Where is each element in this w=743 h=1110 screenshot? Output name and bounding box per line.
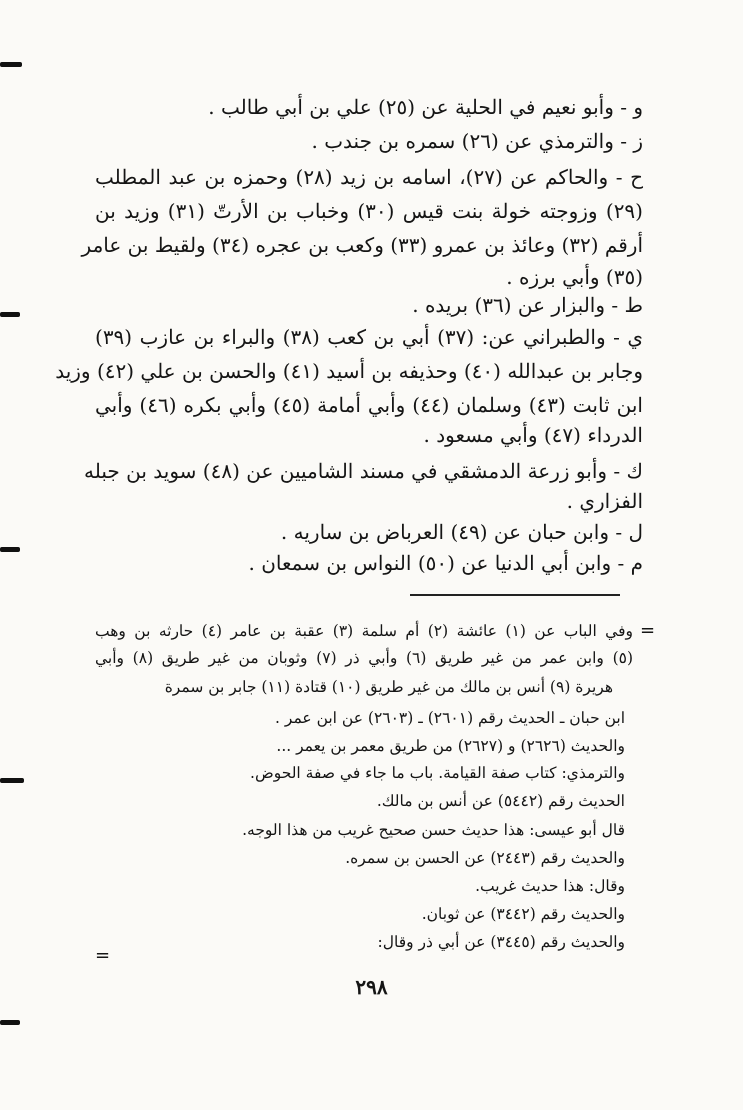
footnote-line-10: وقال: هذا حديث غريب. [475,877,625,895]
main-line-11: الدرداء (٤٧) وأبي مسعود . [423,423,643,447]
margin-mark [0,312,20,317]
footnote-line-6: والترمذي: كتاب صفة القيامة. باب ما جاء في صفة الحوض. [250,764,625,782]
footnote-marker: = [640,620,656,641]
footnote-line-11: والحديث رقم (٣٤٤٢) عن ثوبان. [421,905,625,923]
footnote-line-9: والحديث رقم (٢٤٤٣) عن الحسن بن سمره. [345,849,625,867]
footnote-line-12: والحديث رقم (٣٤٤٥) عن أبي ذر وقال: [377,933,625,951]
page-number: ٢٩٨ [355,975,388,999]
footnote-line-1: وفي الباب عن (١) عائشة (٢) أم سلمة (٣) عقبة بن عامر (٤) حارثه بن وهب [95,622,633,640]
main-line-3: ح - والحاكم عن (٢٧)، اسامه بن زيد (٢٨) وحمزه بن عبد المطلب [95,165,644,189]
continuation-marker: = [95,945,111,966]
footnote-separator [410,594,620,596]
margin-mark [0,62,22,67]
main-line-12: ك - وأبو زرعة الدمشقي في مسند الشاميين عن (٤٨) سويد بن جبله [84,459,643,483]
footnote-line-7: الحديث رقم (٥٤٤٢) عن أنس بن مالك. [376,792,625,810]
main-line-8: ي - والطبراني عن: (٣٧) أبي بن كعب (٣٨) والبراء بن عازب (٣٩) [95,325,644,349]
footnote-line-4: ابن حبان ـ الحديث رقم (٢٦٠١) ـ (٢٦٠٣) عن ابن عمر . [275,709,625,727]
footnote-line-2: (٥) وابن عمر من غير طريق (٦) وأبي ذر (٧) وثوبان من غير طريق (٨) وأبي [95,649,634,667]
margin-mark [0,547,20,552]
footnote-line-8: قال أبو عيسى: هذا حديث حسن صحيح غريب من هذا الوجه. [242,821,625,839]
margin-mark [0,1020,20,1025]
margin-mark [0,778,24,783]
main-line-9: وجابر بن عبدالله (٤٠) وحذيفه بن أسيد (٤١) والحسن بن علي (٤٢) وزيد [55,359,643,383]
footnote-line-5: والحديث (٢٦٢٦) و (٢٦٢٧) من طريق معمر بن يعمر ... [276,737,625,755]
main-line-10: ابن ثابت (٤٣) وسلمان (٤٤) وأبي أمامة (٤٥) وأبي بكره (٤٦) وأبي [95,393,643,417]
main-line-1: و - وأبو نعيم في الحلية عن (٢٥) علي بن أبي طالب . [208,95,643,119]
main-line-6: (٣٥) وأبي برزه . [506,265,643,289]
main-line-2: ز - والترمذي عن (٢٦) سمره بن جندب . [311,129,643,153]
main-line-4: (٢٩) وزوجته خولة بنت قيس (٣٠) وخباب بن الأرتّ (٣١) وزيد بن [95,199,643,223]
main-line-15: م - وابن أبي الدنيا عن (٥٠) النواس بن سمعان . [248,551,643,575]
main-line-5: أرقم (٣٢) وعائذ بن عمرو (٣٣) وكعب بن عجره (٣٤) ولقيط بن عامر [81,233,643,257]
main-line-13: الفزاري . [566,489,643,513]
footnote-line-3: هريرة (٩) أنس بن مالك من غير طريق (١٠) قتادة (١١) جابر بن سمرة [164,678,613,696]
main-line-7: ط - والبزار عن (٣٦) بريده . [412,293,643,317]
main-line-14: ل - وابن حبان عن (٤٩) العرباض بن ساريه . [280,520,643,544]
